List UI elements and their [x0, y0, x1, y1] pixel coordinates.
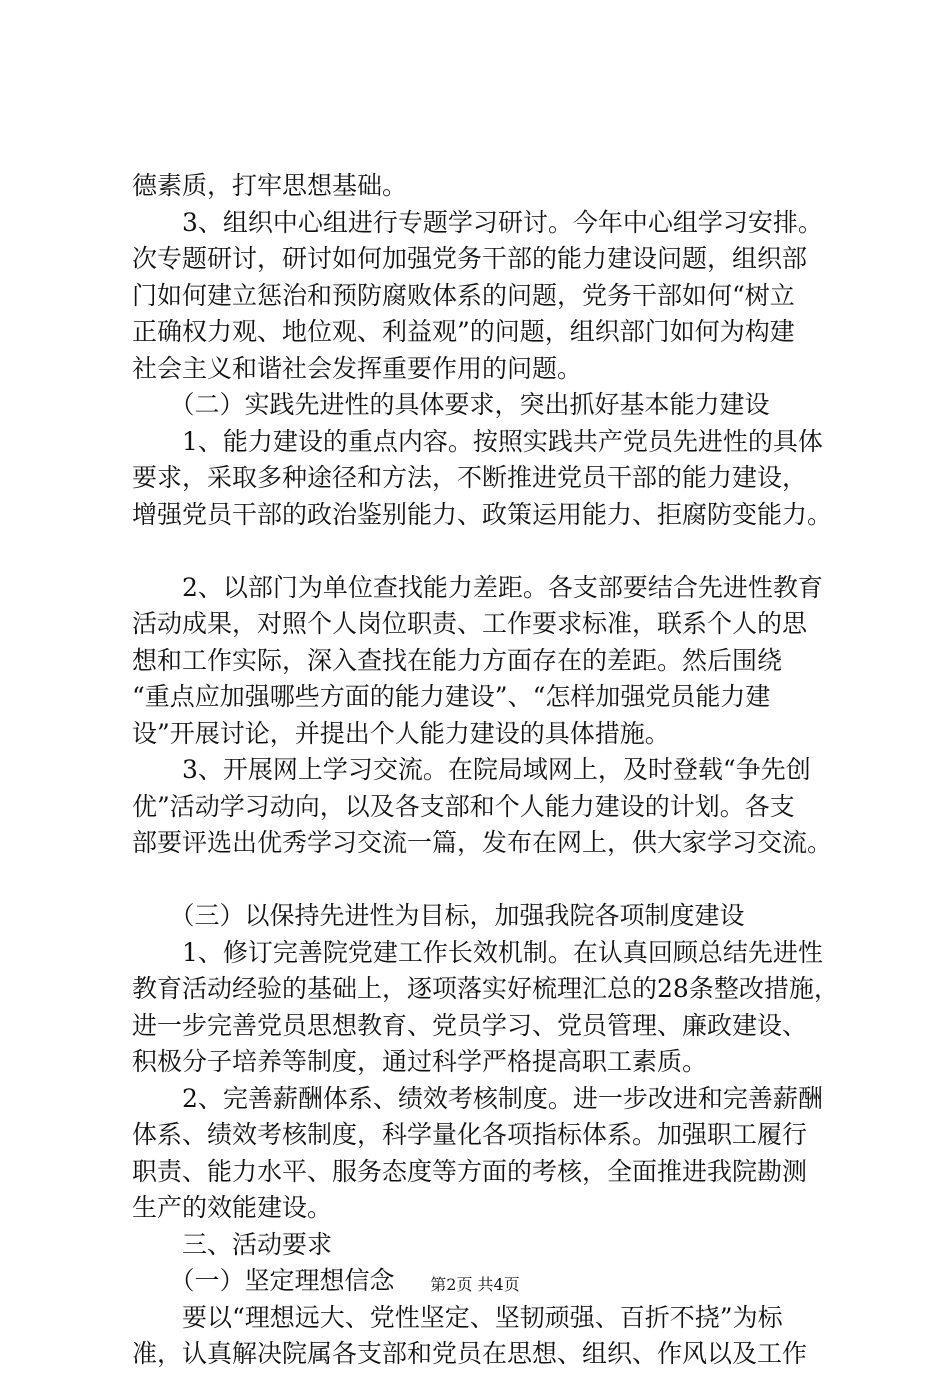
text-line: 2、完善薪酬体系、绩效考核制度。进一步改进和完善薪酬	[132, 1083, 823, 1113]
page-number: 第2页 共4页	[430, 1275, 520, 1294]
text-line: 优”活动学习动向，以及各支部和个人能力建设的计划。各支	[132, 791, 795, 821]
text-line: 1、能力建设的重点内容。按照实践共产党员先进性的具体	[132, 426, 823, 456]
text-line: 体系、绩效考核制度，科学量化各项指标体系。加强职工履行	[132, 1120, 808, 1149]
section-heading: （二）实践先进性的具体要求，突出抓好基本能力建设	[132, 390, 770, 419]
text-line: 部要评选出优秀学习交流一篇，发布在网上，供大家学习交流。	[132, 828, 833, 857]
text-line: 增强党员干部的政治鉴别能力、政策运用能力、拒腐防变能力。	[132, 499, 833, 529]
text-line: 生产的效能建设。	[132, 1193, 333, 1222]
section-heading: （一）坚定理想信念	[132, 1266, 395, 1295]
section-heading: （三）以保持先进性为目标，加强我院各项制度建设	[132, 901, 745, 930]
text-line: 准，认真解决院属各支部和党员在思想、组织、作风以及工作	[132, 1339, 808, 1368]
page-footer	[0, 1275, 950, 1295]
text-line: 德素质，打牢思想基础。	[132, 171, 408, 200]
text-line: 门如何建立惩治和预防腐败体系的问题，党务干部如何“树立	[132, 280, 795, 310]
text-line: 进一步完善党员思想教育、党员学习、党员管理、廉政建设、	[132, 1010, 808, 1040]
text-line: 3、组织中心组进行专题学习研讨。今年中心组学习安排。	[132, 207, 823, 237]
body-text	[132, 168, 839, 1373]
blank-line	[132, 533, 832, 570]
text-line: 职责、能力水平、服务态度等方面的考核，全面推进我院勘测	[132, 1156, 808, 1186]
section-heading: 三、活动要求	[132, 1229, 333, 1259]
text-line: 要求，采取多种途径和方法，不断推进党员干部的能力建设，	[132, 463, 808, 492]
text-line: 设”开展讨论，并提出个人能力建设的具体措施。	[132, 718, 670, 748]
text-line: 2、以部门为单位查找能力差距。各支部要结合先进性教育	[132, 572, 823, 602]
text-line: 社会主义和谐社会发挥重要作用的问题。	[132, 353, 583, 383]
text-line: “重点应加强哪些方面的能力建设”、“怎样加强党员能力建	[132, 682, 771, 711]
text-line: 3、开展网上学习交流。在院局域网上，及时登载“争先创	[132, 755, 811, 784]
text-line: 次专题研讨，研讨如何加强党务干部的能力建设问题，组织部	[132, 244, 808, 273]
blank-line	[132, 862, 832, 899]
text-line: 积极分子培养等制度，通过科学严格提高职工素质。	[132, 1047, 708, 1076]
text-line: 1、修订完善院党建工作长效机制。在认真回顾总结先进性	[132, 937, 823, 967]
text-line: 教育活动经验的基础上，逐项落实好梳理汇总的28条整改措施，	[132, 974, 839, 1003]
text-line: 要以“理想远大、党性坚定、坚韧顽强、百折不挠”为标	[132, 1302, 783, 1332]
text-line: 正确权力观、地位观、利益观”的问题，组织部门如何为构建	[132, 317, 795, 346]
text-line: 活动成果，对照个人岗位职责、工作要求标准，联系个人的思	[132, 609, 808, 638]
text-line: 想和工作实际，深入查找在能力方面存在的差距。然后围绕	[132, 645, 783, 675]
